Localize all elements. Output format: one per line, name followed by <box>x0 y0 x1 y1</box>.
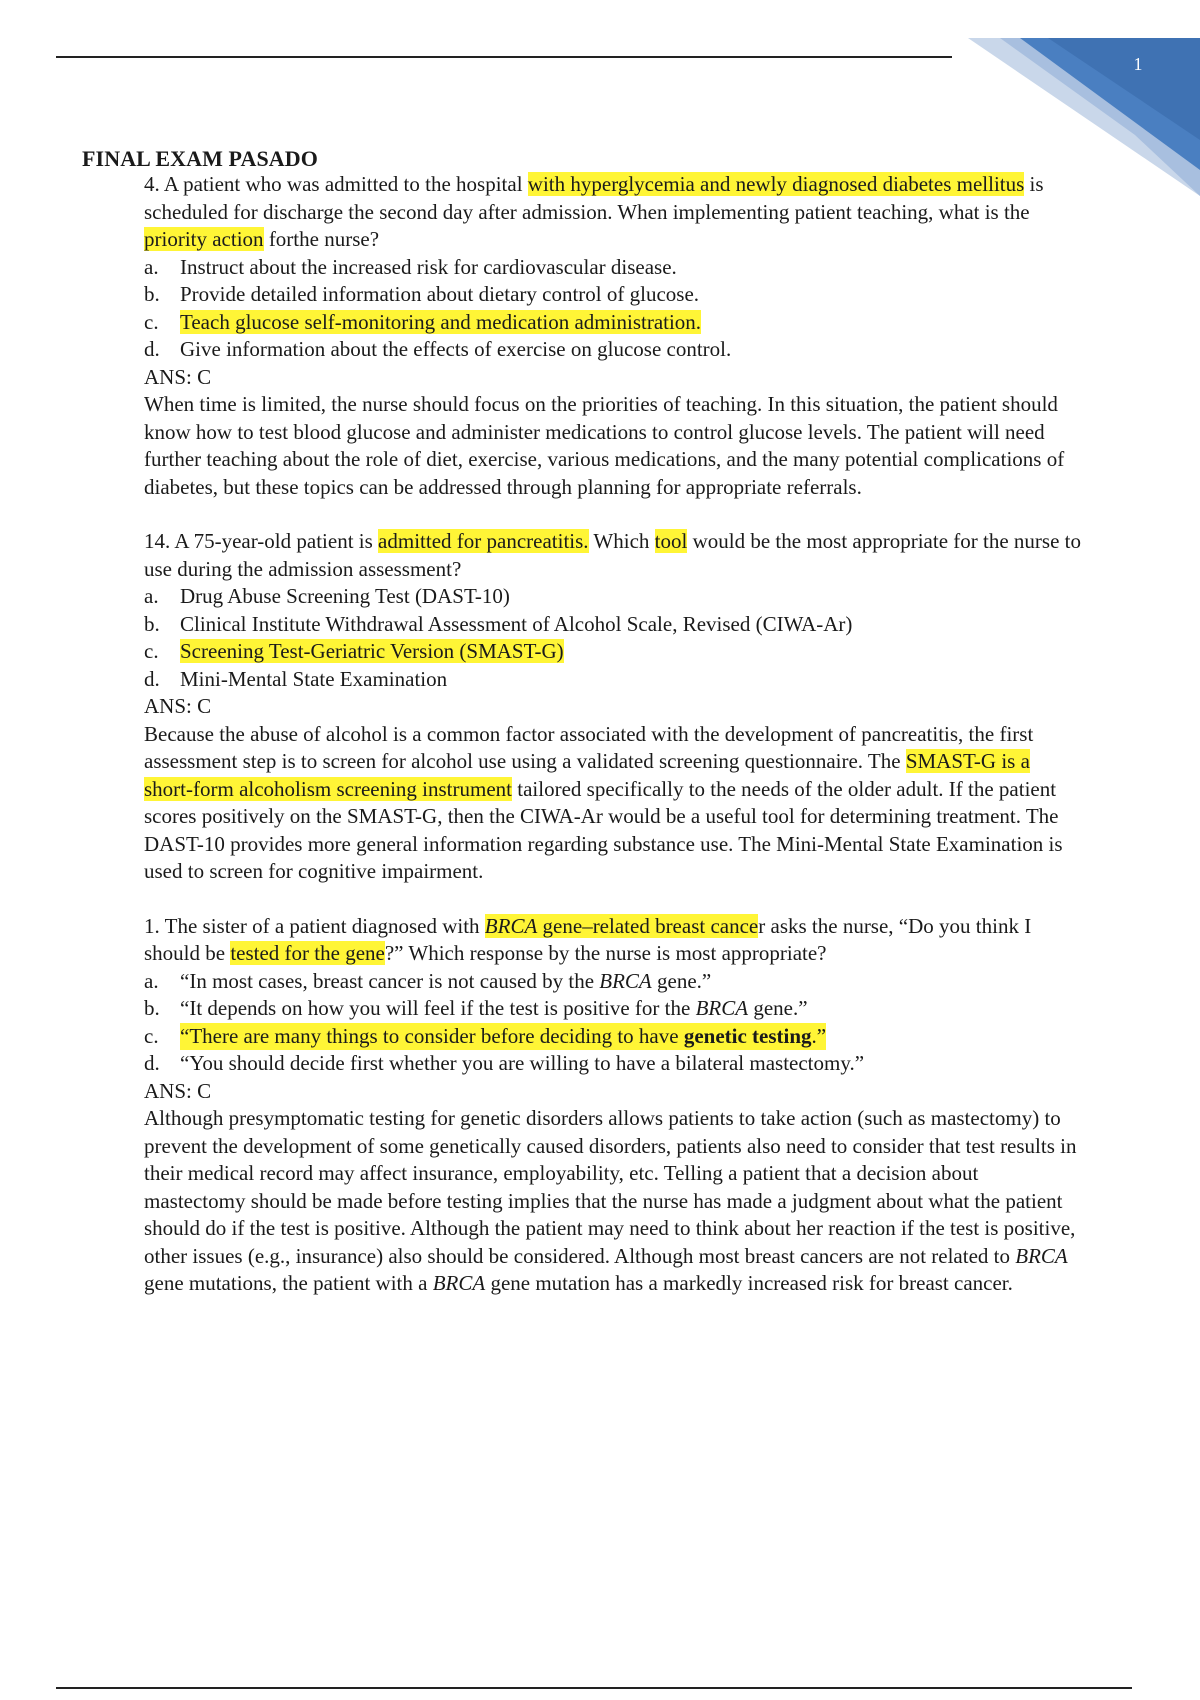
answer-option: b. Provide detailed information about dietary control of glucose. <box>144 282 700 306</box>
answer-option: b. Clinical Institute Withdrawal Assessment of Alcohol Scale, Revised (CIWA-Ar) <box>144 611 853 636</box>
exam-content <box>144 171 1084 1298</box>
answer-option-correct: c. Teach glucose self-monitoring and medication administration. <box>144 309 702 334</box>
page-number: 1 <box>1133 54 1143 74</box>
answer-key: ANS: C <box>144 694 212 718</box>
highlight: Teach glucose self-monitoring and medication administration. <box>180 309 702 334</box>
rationale: Although presymptomatic testing for genetic disorders allows patients to take action (such as mastectomy) to prevent the development of some genetically caused disorders, patients also need to consider that test results in their medical record may affect insurance, employability, etc. Telling a patient that a decision about mastectomy should be made before testing implies that the nurse has made a judgment about what the patient should do if the test is positive. Although the patient may need to think about her reaction if the test is positive, other issues (e.g., insurance) also should be considered. Although most breast cancers are not related to BRCA gene mutations, the patient with a BRCA gene mutation has a markedly increased risk for breast cancer. <box>144 1106 1077 1295</box>
rationale: When time is limited, the nurse should focus on the priorities of teaching. In this situation, the patient should know how to test blood glucose and administer medications to control glucose levels. The patient will need further teaching about the role of diet, exercise, various medications, and the many potential complications of diabetes, but these topics can be addressed through planning for appropriate referrals. <box>144 392 1065 499</box>
answer-key: ANS: C <box>144 364 212 389</box>
answer-option: d. Mini-Mental State Examination <box>144 666 448 691</box>
highlight: SMAST-G is a short-form alcoholism screening instrument <box>144 749 1030 801</box>
answer-option-correct: c. “There are many things to consider before deciding to have genetic testing.” <box>144 1023 1084 1051</box>
answer-option: a. Instruct about the increased risk for cardiovascular disease. <box>144 254 677 279</box>
document-title: FINAL EXAM PASADO <box>82 146 318 171</box>
answer-option: a. “In most cases, breast cancer is not caused by the BRCA gene.” <box>144 968 712 993</box>
highlight: priority action <box>144 227 264 251</box>
question-block <box>144 913 1084 1298</box>
answer-option: a. Drug Abuse Screening Test (DAST-10) <box>144 584 510 608</box>
highlight: Screening Test-Geriatric Version (SMAST-G) <box>180 639 564 663</box>
rationale: Because the abuse of alcohol is a common factor associated with the development of pancreatitis, the first assessment step is to screen for alcohol use using a validated screening questionnaire. The SMAST-G is a short-form alcoholism screening instrument tailored specifically to the needs of the older adult. If the patient scores positively on the SMAST-G, then the CIWA-Ar would be a useful tool for determining treatment. The DAST-10 provides more general information regarding substance use. The Mini-Mental State Examination is used to screen for cognitive impairment. <box>144 721 1063 883</box>
highlight: tested for the gene <box>230 941 385 965</box>
answer-option: b. “It depends on how you will feel if the test is positive for the BRCA gene.” <box>144 996 808 1020</box>
question-stem: 4. A patient who was admitted to the hospital with hyperglycemia and newly diagnosed diabetes mellitus is scheduled for discharge the second day after admission. When implementing patient teaching, what is the priority action forthe nurse? <box>144 172 1044 251</box>
header-rule <box>56 56 952 58</box>
question-stem: 1. The sister of a patient diagnosed with BRCA gene–related breast cancer asks the nurse, “Do you think I should be tested for the gene?” Which response by the nurse is most appropriate? <box>144 913 1032 965</box>
highlight: “There are many things to consider before deciding to have genetic testing.” <box>180 1023 826 1051</box>
footer-rule <box>56 1687 1132 1689</box>
highlight: with hyperglycemia and newly diagnosed diabetes mellitus <box>527 172 1025 196</box>
highlight: tool <box>654 529 688 553</box>
question-stem: 14. A 75-year-old patient is admitted for pancreatitis. Which tool would be the most appropriate for the nurse to use during the admission assessment? <box>144 529 1081 581</box>
answer-option: d. Give information about the effects of exercise on glucose control. <box>144 337 732 361</box>
answer-key: ANS: C <box>144 1078 212 1103</box>
answer-option-correct: c. Screening Test-Geriatric Version (SMAST-G) <box>144 639 564 663</box>
question-block <box>144 171 1084 501</box>
answer-option: d. “You should decide first whether you are willing to have a bilateral mastectomy.” <box>144 1051 865 1075</box>
highlight: admitted for pancreatitis. <box>378 529 589 553</box>
question-block <box>144 528 1084 886</box>
corner-ribbon-decoration <box>960 0 1200 200</box>
highlight: BRCA gene–related breast cance <box>484 913 759 938</box>
